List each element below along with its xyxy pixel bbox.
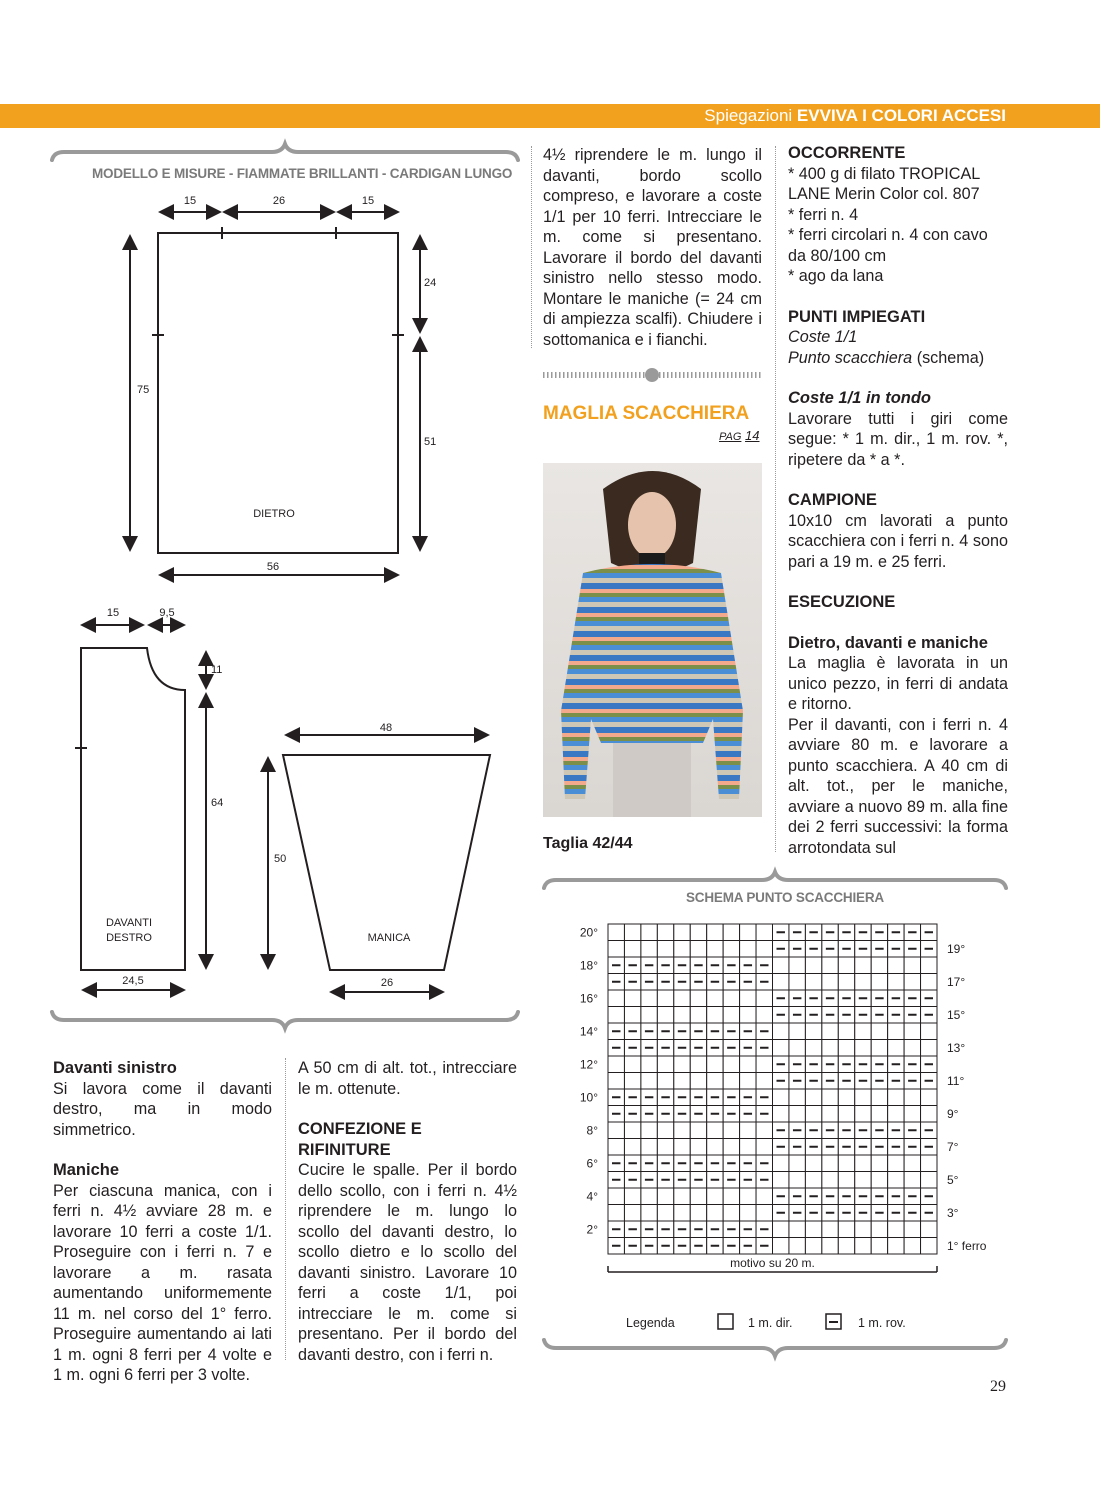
chart-cell [838, 1155, 854, 1172]
chart-cell [805, 974, 821, 991]
chart-cell [921, 1023, 937, 1040]
chart-cell [838, 1238, 854, 1255]
chart-cell [822, 1106, 838, 1123]
chart-cell [871, 1172, 887, 1189]
chart-cell [921, 1040, 937, 1057]
chart-cell [789, 1023, 805, 1040]
chart-cell [641, 924, 657, 941]
chart-cell [740, 1073, 756, 1090]
chart-cell [641, 1188, 657, 1205]
finishing-heading: CONFEZIONE E RIFINITURE [298, 1120, 422, 1159]
chart-cell [690, 1073, 706, 1090]
row-label: 12° [579, 1057, 598, 1072]
chart-cell [690, 1139, 706, 1156]
chart-cell [904, 1155, 920, 1172]
chart-cell [707, 924, 723, 941]
dim-label: 9,5 [159, 607, 175, 619]
chart-cell [855, 1172, 871, 1189]
chart-cell [871, 1106, 887, 1123]
paragraph: Per il davanti, con i ferri n. 4 avviare 80 m. e lavorare a punto scacchiera. A 40 cm di alt. tot., per le maniche, avviare a nuovo 89 m. alla fine dei 2 ferri successivi: la forma arrotondata sul [788, 715, 1008, 857]
chart-cell [641, 941, 657, 958]
chart-cell [690, 1205, 706, 1222]
text-column-top-middle [543, 145, 762, 350]
chart-cell [888, 1089, 904, 1106]
chart-cell [904, 957, 920, 974]
chart-cell [838, 1023, 854, 1040]
row-label: 8° [586, 1123, 598, 1138]
gauge-heading: CAMPIONE [788, 491, 877, 509]
chart-cell [888, 1155, 904, 1172]
page-number: 29 [990, 1378, 1006, 1395]
stitches-heading: PUNTI IMPIEGATI [788, 307, 926, 326]
chart-cell [822, 974, 838, 991]
chart-cell [921, 974, 937, 991]
chart-cell [904, 1221, 920, 1238]
chart-cell [707, 1056, 723, 1073]
dim-label: 56 [266, 561, 280, 573]
header-prefix: Spiegazioni [704, 106, 793, 125]
chart-cell [904, 1238, 920, 1255]
chart-cell [921, 1238, 937, 1255]
chart-cell [608, 1205, 624, 1222]
dim-label: 51 [424, 436, 437, 448]
chart-cell [904, 974, 920, 991]
chart-cell [904, 1172, 920, 1189]
chart-cell [608, 941, 624, 958]
size-label: Taglia 42/44 [543, 835, 633, 852]
chart-cell [756, 1188, 772, 1205]
chart-cell [624, 1139, 640, 1156]
schematic-diagram [0, 0, 540, 1010]
chart-cell [805, 1238, 821, 1255]
chart-cell [855, 1023, 871, 1040]
chart-cell [740, 990, 756, 1007]
chart-cell [756, 1139, 772, 1156]
dim-label: 75 [137, 384, 150, 396]
chart-cell [871, 957, 887, 974]
chart-cell [921, 957, 937, 974]
chart-cell [674, 1122, 690, 1139]
chart-cell [723, 1205, 739, 1222]
chart-cell [657, 990, 673, 1007]
chart-cell [773, 1238, 789, 1255]
chart-cell [674, 1188, 690, 1205]
chart-cell [888, 1106, 904, 1123]
dim-label: 26 [272, 195, 286, 207]
row-label: 3° [947, 1205, 959, 1220]
chart-cell [773, 1172, 789, 1189]
row-label: 14° [579, 1024, 598, 1039]
dim-label: 11 [211, 664, 223, 676]
chart-cell [641, 1139, 657, 1156]
chart-cell [657, 1056, 673, 1073]
row-label: 11° [947, 1073, 965, 1088]
chart-cell [855, 1089, 871, 1106]
stitch-item: Coste 1/1 [788, 328, 858, 346]
chart-cell [641, 1056, 657, 1073]
chart-cell [608, 1139, 624, 1156]
chart-cell [657, 1205, 673, 1222]
chart-cell [608, 1073, 624, 1090]
chart-cell [805, 957, 821, 974]
column-separator [775, 146, 776, 852]
legend-knit-label: 1 m. dir. [748, 1316, 793, 1330]
sleeve-label: MANICA [367, 932, 411, 944]
chart-cell [707, 941, 723, 958]
section-title: MAGLIA SCACCHIERA [543, 403, 750, 424]
row-label: 1° ferro [947, 1238, 987, 1253]
chart-cell [805, 1089, 821, 1106]
chart-cell [608, 1056, 624, 1073]
chart-cell [707, 1007, 723, 1024]
material-item: * ferri circolari n. 4 con cavo da 80/100 cm [788, 226, 988, 265]
chart-cell [822, 1040, 838, 1057]
chart-cell [871, 1221, 887, 1238]
header-main-title: EVVIVA I COLORI ACCESI [796, 106, 1006, 125]
chart-cell [608, 924, 624, 941]
row-label: 9° [947, 1106, 959, 1121]
chart-cell [838, 1172, 854, 1189]
chart-cell [723, 941, 739, 958]
chart-cell [740, 1056, 756, 1073]
chart-cell [888, 1040, 904, 1057]
chart-cell [657, 924, 673, 941]
chart-cell [871, 1023, 887, 1040]
chart-cell [608, 990, 624, 1007]
chart-cell [888, 1221, 904, 1238]
chart-cell [888, 974, 904, 991]
row-label: 7° [947, 1139, 959, 1154]
chart-cell [707, 1139, 723, 1156]
chart-cell [624, 1056, 640, 1073]
chart-title: SCHEMA PUNTO SCACCHIERA [686, 890, 884, 905]
chart-cell [871, 1155, 887, 1172]
chart-cell [624, 990, 640, 1007]
chart-cell [904, 1040, 920, 1057]
chart-cell [855, 957, 871, 974]
chart-cell [904, 1089, 920, 1106]
text-column-bottom-middle [298, 1058, 517, 1365]
paragraph: A 50 cm di alt. tot., intrecciare le m. ottenute. [298, 1059, 517, 1098]
row-label: 6° [586, 1156, 598, 1171]
chart-cell [805, 1172, 821, 1189]
chart-cell [789, 957, 805, 974]
row-label: 16° [579, 991, 598, 1006]
chart-cell [690, 990, 706, 1007]
chart-cell [657, 1007, 673, 1024]
chart-cell [723, 1122, 739, 1139]
chart-cell [756, 1073, 772, 1090]
chart-cell [789, 1089, 805, 1106]
chart-cell [723, 1056, 739, 1073]
chart-cell [624, 1007, 640, 1024]
left-front-heading: Davanti sinistro [53, 1059, 177, 1077]
front-label-line2: DESTRO [106, 932, 152, 944]
subheading: Dietro, davanti e maniche [788, 633, 988, 652]
chart-cell [756, 1122, 772, 1139]
chart-cell [707, 1188, 723, 1205]
chart-cell [789, 1172, 805, 1189]
chart-cell [690, 941, 706, 958]
dim-label: 50 [274, 853, 287, 865]
chart-cell [773, 1023, 789, 1040]
chart-cell [838, 974, 854, 991]
chart-cell [805, 1221, 821, 1238]
chart-cell [789, 1221, 805, 1238]
page-ref [719, 428, 760, 443]
chart-cell [641, 1122, 657, 1139]
dim-label: 24,5 [122, 975, 144, 987]
chart-cell [690, 1007, 706, 1024]
chart-cell [822, 1155, 838, 1172]
chart-cell [773, 1106, 789, 1123]
chart-cell [707, 1205, 723, 1222]
back-piece-outline [158, 233, 398, 553]
materials-heading: OCCORRENTE [788, 144, 906, 162]
chart-cell [624, 924, 640, 941]
chart-cell [624, 1122, 640, 1139]
chart-cell [723, 924, 739, 941]
paragraph: Per ciascuna manica, con i ferri n. 4½ avviare 28 m. e lavorare 10 ferri a coste 1/1. Proseguire con i ferri n. 7 e lavorare a m. rasata aumentando uniformemente 11 m. nel corso del 1° ferro. Proseguire aumentando ai lati 1 m. ogni 8 ferri per 4 volte e 1 m. ogni 6 ferri per 3 volte. [53, 1181, 272, 1384]
back-label: DIETRO [253, 508, 295, 520]
chart-cell [855, 1238, 871, 1255]
sleeves-heading: Maniche [53, 1161, 120, 1179]
chart-cell [740, 924, 756, 941]
material-item: * 400 g di filato TROPICAL LANE Merin Color col. 807 [788, 164, 980, 203]
chart-cell [888, 1238, 904, 1255]
paragraph: Cucire le spalle. Per il bordo dello scollo, con i ferri n. 4½ riprendere le m. lungo lo scollo del davanti destro, lo scollo dietro e lo scollo del davanti sinistro. Lavorare 10 ferri a coste 1/1, poi intrecciare le m. come si presentano. Per il bordo del davanti destro, con i ferri n. [298, 1161, 517, 1364]
chart-cell [723, 1007, 739, 1024]
chart-cell [855, 1040, 871, 1057]
chart-cell [773, 957, 789, 974]
chart-cell [773, 1089, 789, 1106]
row-label: 5° [947, 1172, 959, 1187]
chart-cell [723, 1188, 739, 1205]
chart-cell [740, 1122, 756, 1139]
chart-cell [608, 1007, 624, 1024]
chart-cell [657, 1139, 673, 1156]
chart-cell [921, 1172, 937, 1189]
chart-cell [822, 1089, 838, 1106]
chart-cell [740, 941, 756, 958]
chart-cell [921, 1106, 937, 1123]
chart-cell [723, 990, 739, 1007]
chart-cell [773, 1155, 789, 1172]
dim-label: 64 [211, 797, 224, 809]
chart-cell [674, 1073, 690, 1090]
chart-cell [690, 1056, 706, 1073]
diagram-title: MODELLO E MISURE - FIAMMATE BRILLANTI - CARDIGAN LUNGO [92, 166, 513, 181]
chart-cell [904, 1023, 920, 1040]
chart-cell [690, 1122, 706, 1139]
row-label: 15° [947, 1007, 966, 1022]
chart-cell [805, 1106, 821, 1123]
row-label: 2° [586, 1222, 598, 1237]
model-photo [543, 463, 762, 817]
chart-cell [871, 1238, 887, 1255]
chart-cell [756, 941, 772, 958]
chart-cell [608, 1188, 624, 1205]
chart-cell [789, 1238, 805, 1255]
chart-cell [871, 1040, 887, 1057]
row-label: 4° [586, 1189, 598, 1204]
chart-cell [756, 1007, 772, 1024]
stitch-item [788, 348, 1008, 369]
chart-cell [641, 1073, 657, 1090]
chart-cell [756, 990, 772, 1007]
legend-purl-label: 1 m. rov. [858, 1316, 906, 1330]
row-label: 20° [579, 925, 598, 940]
text-column-right [788, 143, 1008, 858]
column-separator [285, 1058, 286, 1360]
chart-cell [624, 1073, 640, 1090]
page-ref-prefix: PAG [719, 431, 742, 443]
chart-cell [624, 1188, 640, 1205]
paragraph: Si lavora come il davanti destro, ma in modo simmetrico. [53, 1079, 272, 1139]
row-label: 10° [579, 1090, 598, 1105]
chart-cell [674, 1205, 690, 1222]
chart-cell [641, 990, 657, 1007]
dim-label: 15 [106, 607, 120, 619]
material-item: * ago da lana [788, 267, 884, 285]
dim-label: 15 [183, 195, 197, 207]
stitch-name: Punto scacchiera [788, 348, 913, 367]
text-column-bottom-left [53, 1058, 272, 1386]
chart-cell [789, 974, 805, 991]
chart-cell [871, 974, 887, 991]
chart-cell [641, 1007, 657, 1024]
chart-cell [822, 1221, 838, 1238]
chart-cell [756, 1056, 772, 1073]
chart-cell [674, 990, 690, 1007]
chart-cell [723, 1139, 739, 1156]
chart-cell [789, 1040, 805, 1057]
dim-label: 26 [380, 977, 394, 989]
front-label-line1: DAVANTI [105, 917, 153, 929]
chart-cell [674, 1056, 690, 1073]
row-label: 13° [947, 1040, 966, 1055]
chart-cell [624, 1205, 640, 1222]
chart-cell [838, 1221, 854, 1238]
paragraph: La maglia è lavorata in un unico pezzo, in ferri di andata e ritorno. [788, 654, 1008, 713]
chart-cell [657, 1188, 673, 1205]
row-label: 17° [947, 974, 966, 989]
chart-cell [674, 924, 690, 941]
paragraph: 4½ riprendere le m. lungo il davanti, bordo scollo compreso, e lavorare a coste 1/1 per 10 ferri. Intrecciare le m. come si presentano. Lavorare il bordo del davanti sinistro nello stesso modo. Montare le maniche (= 24 cm di ampiezza scalfi). Chiudere i sottomanica e i fianchi. [543, 146, 762, 349]
motif-label: motivo su 20 m. [730, 1256, 815, 1270]
chart-cell [822, 1023, 838, 1040]
chart-cell [740, 1205, 756, 1222]
chart-cell [608, 1122, 624, 1139]
chart-cell [822, 1238, 838, 1255]
chart-cell [855, 974, 871, 991]
chart-cell [871, 1089, 887, 1106]
chart-cell [855, 1221, 871, 1238]
chart-cell [838, 1089, 854, 1106]
chart-cell [674, 941, 690, 958]
chart-cell [707, 990, 723, 1007]
row-label: 18° [579, 958, 598, 973]
chart-cell [822, 1172, 838, 1189]
dim-label: 24 [424, 277, 437, 289]
chart-cell [773, 974, 789, 991]
chart-cell [838, 1040, 854, 1057]
chart-cell [855, 1106, 871, 1123]
paragraph: Lavorare tutti i giri come segue: * 1 m. dir., 1 m. rov. *, ripetere da * a *. [788, 409, 1008, 469]
paragraph: 10x10 cm lavorati a punto scacchiera con i ferri n. 4 sono pari a 19 m. e 25 ferri. [788, 511, 1008, 571]
stitch-note: (schema) [916, 348, 985, 367]
chart-cell [707, 1122, 723, 1139]
material-item: * ferri n. 4 [788, 205, 859, 224]
stitch-chart [540, 910, 1010, 1340]
chart-cell [740, 1007, 756, 1024]
chart-cell [756, 1205, 772, 1222]
chart-cell [740, 1139, 756, 1156]
chart-cell [838, 1106, 854, 1123]
chart-cell [773, 1221, 789, 1238]
chart-cell [805, 1023, 821, 1040]
chart-cell [805, 1040, 821, 1057]
chart-cell [822, 957, 838, 974]
dim-label: 15 [361, 195, 375, 207]
chart-cell [674, 1007, 690, 1024]
chart-cell [888, 1172, 904, 1189]
chart-cell [740, 1188, 756, 1205]
chart-cell [838, 957, 854, 974]
chart-cell [888, 957, 904, 974]
chart-cell [657, 941, 673, 958]
chart-cell [674, 1139, 690, 1156]
chart-cell [641, 1205, 657, 1222]
chart-cell [723, 1073, 739, 1090]
legend-knit-swatch [718, 1314, 733, 1329]
rib-heading: Coste 1/1 in tondo [788, 389, 932, 407]
chart-cell [921, 1155, 937, 1172]
chart-cell [690, 1188, 706, 1205]
chart-cell [888, 1023, 904, 1040]
chart-cell [855, 1155, 871, 1172]
chart-cell [773, 1040, 789, 1057]
chart-cell [805, 1155, 821, 1172]
page-ref-number: 14 [745, 428, 760, 443]
chart-cell [707, 1073, 723, 1090]
legend-title: Legenda [626, 1316, 675, 1330]
chart-cell [657, 1073, 673, 1090]
chart-cell [789, 1106, 805, 1123]
chart-cell [690, 924, 706, 941]
row-label: 19° [947, 941, 966, 956]
chart-cell [624, 941, 640, 958]
chart-cell [657, 1122, 673, 1139]
dim-label: 48 [379, 722, 393, 734]
chart-cell [789, 1155, 805, 1172]
chart-cell [756, 924, 772, 941]
execution-heading: ESECUZIONE [788, 593, 896, 611]
chart-cell [921, 1089, 937, 1106]
chart-cell [921, 1221, 937, 1238]
chart-cell [904, 1106, 920, 1123]
